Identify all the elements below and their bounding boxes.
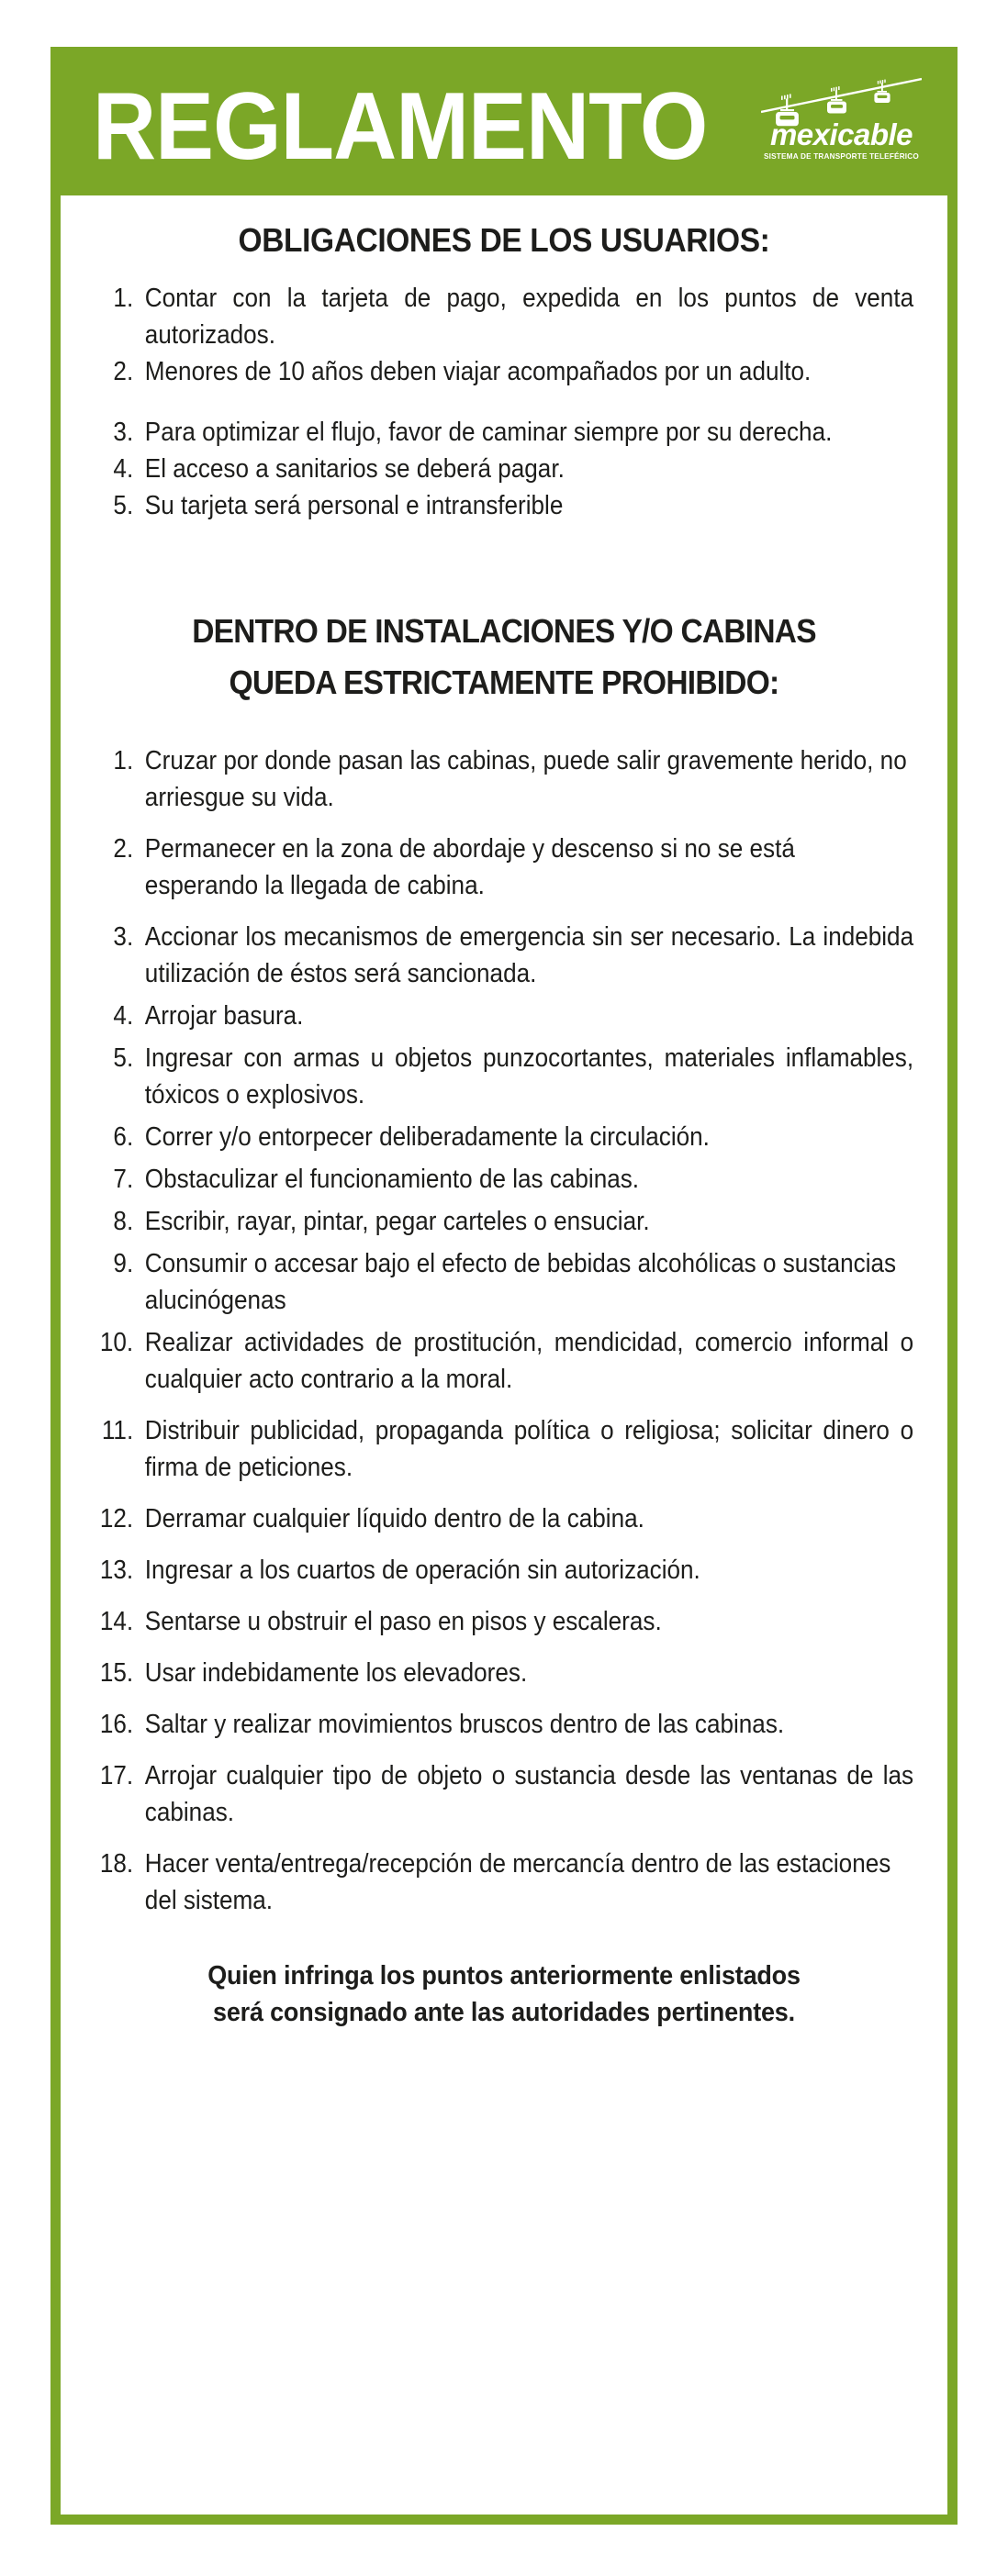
list-item-number: 10. [99, 1328, 134, 1357]
reglamento-poster [50, 47, 958, 2525]
list-item-text: Consumir o accesar bajo el efecto de bebidas alcohólicas o sustancias alucinógenas [144, 1249, 897, 1315]
list-item-text: Sentarse u obstruir el paso en pisos y escaleras. [144, 1607, 662, 1636]
list-item-number: 6. [113, 1122, 134, 1152]
list-item [94, 1324, 913, 1398]
list-item-number: 4. [113, 454, 134, 484]
list-item-number: 2. [113, 834, 134, 864]
list-item-number: 5. [113, 491, 134, 520]
list-item-text: Contar con la tarjeta de pago, expedida en los puntos de venta autorizados. [144, 284, 914, 350]
list-item-text: Arrojar cualquier tipo de objeto o sustancia desde las ventanas de las cabinas. [144, 1761, 914, 1827]
mexicable-logo [761, 75, 922, 178]
list-item [94, 451, 913, 487]
list-item-number: 7. [113, 1165, 134, 1194]
list-item [94, 1552, 913, 1589]
list-item-number: 15. [99, 1658, 134, 1688]
list-item [94, 280, 913, 353]
list-item-text: Menores de 10 años deben viajar acompañados por un adulto. [144, 357, 812, 386]
list-item-text: Permanecer en la zona de abordaje y descenso si no se está esperando la llegada de cabina. [144, 834, 795, 900]
list-item-text: Arrojar basura. [144, 1001, 304, 1031]
list-item-text: Para optimizar el flujo, favor de caminar siempre por su derecha. [144, 418, 833, 447]
list-item-text: Obstaculizar el funcionamiento de las cabinas. [144, 1165, 640, 1194]
page-title: REGLAMENTO [93, 72, 708, 180]
list-item [94, 742, 913, 816]
list-item [94, 1203, 913, 1240]
list-item [94, 1245, 913, 1319]
list-item-text: Cruzar por donde pasan las cabinas, puede salir gravemente herido, no arriesgue su vida. [144, 746, 907, 812]
list-item [94, 1500, 913, 1537]
section-spacer [94, 524, 914, 612]
list-item-text: Hacer venta/entrega/recepción de mercancía dentro de las estaciones del sistema. [144, 1849, 891, 1915]
list-item-number: 9. [113, 1249, 134, 1278]
section-title-prohibido-line2: QUEDA ESTRICTAMENTE PROHIBIDO: [229, 664, 779, 701]
obligaciones-list [94, 280, 914, 524]
poster-header [61, 57, 947, 195]
list-item [94, 1846, 913, 1919]
list-item-text: Ingresar con armas u objetos punzocortantes, materiales inflamables, tóxicos o explosivos. [144, 1043, 914, 1110]
list-item [94, 1757, 913, 1831]
list-item [94, 487, 913, 524]
list-item [94, 998, 913, 1034]
list-item [94, 1655, 913, 1691]
list-item-number: 3. [113, 922, 134, 952]
poster-content [61, 195, 947, 2515]
list-item-number: 14. [99, 1607, 134, 1636]
logo-tagline: SISTEMA DE TRANSPORTE TELEFÉRICO [764, 151, 919, 161]
list-item [94, 1040, 913, 1113]
list-item-text: Accionar los mecanismos de emergencia sin ser necesario. La indebida utilización de éstos será sancionada. [144, 922, 914, 988]
list-item-number: 1. [113, 284, 134, 313]
footer-notice [122, 1957, 885, 2031]
list-item-number: 1. [113, 746, 134, 775]
list-item [94, 919, 913, 992]
list-item [94, 1161, 913, 1198]
list-item [94, 1603, 913, 1640]
list-item-number: 2. [113, 357, 134, 386]
footer-notice-line2: será consignado ante las autoridades pertinentes. [213, 1998, 795, 2027]
list-item-number: 8. [113, 1207, 134, 1236]
list-item-text: Realizar actividades de prostitución, mendicidad, comercio informal o cualquier acto contrario a la moral. [144, 1328, 914, 1394]
list-item-text: Saltar y realizar movimientos bruscos dentro de las cabinas. [144, 1710, 785, 1739]
list-item-text: El acceso a sanitarios se deberá pagar. [144, 454, 565, 484]
list-item-text: Ingresar a los cuartos de operación sin autorización. [144, 1556, 700, 1585]
list-item-text: Su tarjeta será personal e intransferible [144, 491, 564, 520]
list-item-number: 18. [99, 1849, 134, 1879]
footer-notice-line1: Quien infringa los puntos anteriormente enlistados [207, 1961, 801, 1991]
section-title-prohibido-line1: DENTRO DE INSTALACIONES Y/O CABINAS [192, 612, 816, 650]
prohibiciones-list [94, 742, 914, 1919]
list-item-text: Usar indebidamente los elevadores. [144, 1658, 528, 1688]
list-item [94, 831, 913, 904]
list-item-number: 16. [99, 1710, 134, 1739]
list-item-number: 5. [113, 1043, 134, 1073]
list-item [94, 1706, 913, 1743]
list-item-number: 3. [113, 418, 134, 447]
list-item-text: Escribir, rayar, pintar, pegar carteles o ensuciar. [144, 1207, 650, 1236]
logo-wordmark: mexicable [769, 117, 913, 151]
list-item [94, 1412, 913, 1486]
list-item-number: 13. [99, 1556, 134, 1585]
list-item-number: 4. [113, 1001, 134, 1031]
list-item-text: Correr y/o entorpecer deliberadamente la circulación. [144, 1122, 710, 1152]
list-item [94, 414, 913, 451]
list-item-text: Distribuir publicidad, propaganda política o religiosa; solicitar dinero o firma de peticiones. [144, 1416, 914, 1482]
list-item [94, 353, 913, 390]
list-item-text: Derramar cualquier líquido dentro de la cabina. [144, 1504, 644, 1533]
list-item-number: 12. [99, 1504, 134, 1533]
list-item [94, 1119, 913, 1155]
list-item-number: 17. [99, 1761, 134, 1790]
list-item-number: 11. [101, 1416, 134, 1445]
section-title-obligaciones: OBLIGACIONES DE LOS USUARIOS: [238, 221, 770, 259]
